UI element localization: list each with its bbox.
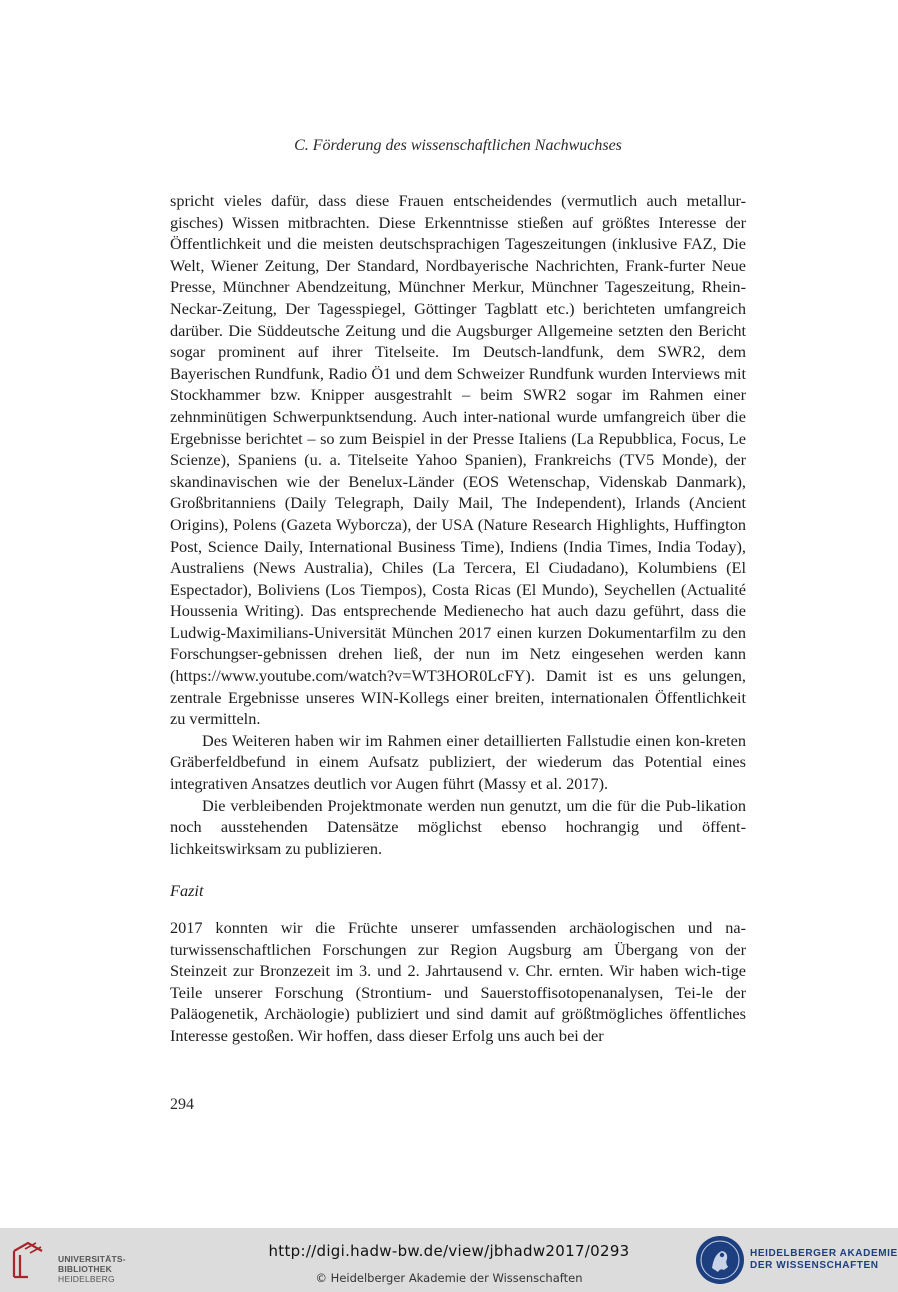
page-number: 294: [170, 1096, 194, 1113]
footer-bar: [0, 1228, 898, 1292]
academy-name: HEIDELBERGER AKADEMIE DER WISSENSCHAFTEN: [750, 1248, 898, 1271]
body-text: [170, 190, 746, 1047]
paragraph-1: spricht vieles dafür, dass diese Frauen entscheidendes (vermutlich auch metallur-gisches) Wissen mitbrachten. Diese Erkenntnisse stießen auf größtes Interesse der Öffentlichkeit und die meisten deutschsprachigen Tageszeitungen (inklusive FAZ, Die Welt, Wiener Zeitung, Der Standard, Nordbayerische Nachrichten, Frank-furter Neue Presse, Münchner Abendzeitung, Münchner Merkur, Münchner Tageszeitung, Rhein-Neckar-Zeitung, Der Tagesspiegel, Göttinger Tagblatt etc.) berichteten umfangreich darüber. Die Süddeutsche Zeitung und die Augsburger Allgemeine setzten den Bericht sogar prominent auf ihrer Titelseite. Im Deutsch-landfunk, dem SWR2, dem Bayerischen Rundfunk, Radio Ö1 und dem Schweizer Rundfunk wurden Interviews mit Stockhammer bzw. Knipper ausgestrahlt – beim SWR2 sogar im Rahmen einer zehnminütigen Schwerpunktsendung. Auch inter-national wurde umfangreich über die Ergebnisse berichtet – so zum Beispiel in der Presse Italiens (La Repubblica, Focus, Le Scienze), Spaniens (u. a. Titelseite Yahoo Spanien), Frankreichs (TV5 Monde), der skandinavischen wie der Benelux-Länder (EOS Wetenschap, Videnskab Danmark), Großbritanniens (Daily Telegraph, Daily Mail, The Independent), Irlands (Ancient Origins), Polens (Gazeta Wyborcza), der USA (Nature Research Highlights, Huffington Post, Science Daily, International Business Time), Indiens (India Times, India Today), Australiens (News Australia), Chiles (La Tercera, El Ciudadano), Kolumbiens (El Espectador), Boliviens (Los Tiempos), Costa Ricas (El Mundo), Seychellen (Actualité Houssenia Writing). Das entsprechende Medienecho hat auch dazu geführt, dass die Ludwig-Maximilians-Universität München 2017 einen kurzen Dokumentarfilm zu den Forschungser-gebnissen drehen ließ, der nun im Netz eingesehen werden kann (https://www.youtube.com/watch?v=WT3HOR0LcFY). Damit ist es uns gelungen, zentrale Ergebnisse unseres WIN-Kollegs einer breiten, internationalen Öffentlichkeit zu vermitteln.: [170, 191, 746, 729]
copyright-notice: © Heidelberger Akademie der Wissenschaften: [315, 1271, 583, 1285]
section-heading: Fazit: [170, 881, 204, 901]
academy-seal-icon[interactable]: [694, 1234, 746, 1286]
page-url-link[interactable]: http://digi.hadw-bw.de/view/jbhadw2017/0293: [268, 1242, 630, 1260]
running-head: C. Förderung des wissenschaftlichen Nachwuchses: [294, 137, 622, 154]
paragraph-4: 2017 konnten wir die Früchte unserer umfassenden archäologischen und na-turwissenschaftlichen Forschungen zur Region Augsburg am Übergang von der Steinzeit zur Bronzezeit im 3. und 2. Jahrtausend v. Chr. ernten. Wir haben wich-tige Teile unserer Forschung (Strontium- und Sauerstoffisotopenanalysen, Tei-le der Paläogenetik, Archäologie) publiziert und sind damit auf größtmögliches öffentliches Interesse gestoßen. Wir hoffen, dass dieser Erfolg uns auch bei der: [170, 918, 746, 1045]
paragraph-2: Des Weiteren haben wir im Rahmen einer detaillierten Fallstudie einen kon-kreten Gräberfeldbefund in einem Aufsatz publiziert, der wiederum das Potential eines integrativen Ansatzes deutlich vor Augen führt (Massy et al. 2017).: [170, 730, 746, 794]
library-name: UNIVERSITÄTS- BIBLIOTHEK HEIDELBERG: [58, 1254, 126, 1284]
paragraph-3: Die verbleibenden Projektmonate werden nun genutzt, um die für die Pub-likation noch ausstehenden Datensätze möglichst ebenso hochrangig und öffent-lichkeitswirksam zu publizieren.: [170, 795, 746, 858]
